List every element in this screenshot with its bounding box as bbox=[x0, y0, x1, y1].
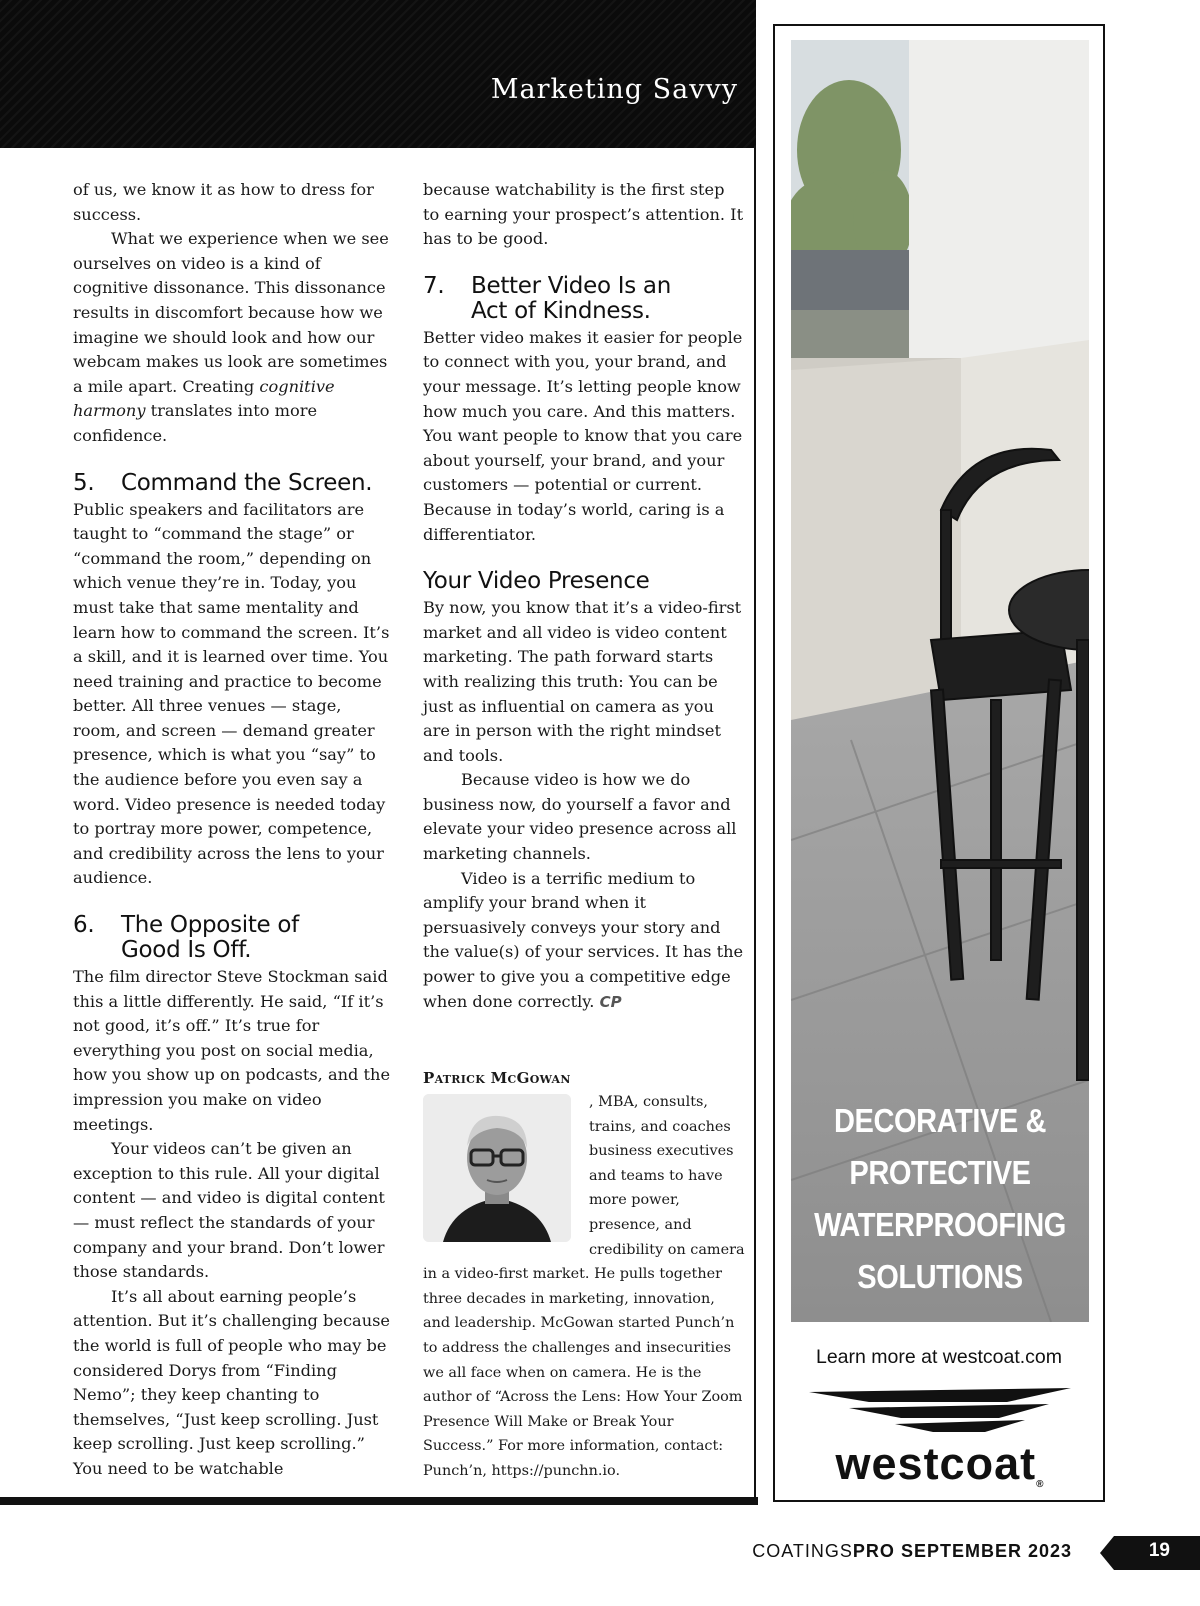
page-number: 19 bbox=[1148, 1540, 1170, 1561]
paragraph-text: What we experience when we see ourselves on video is a kind of cognitive dissonance. This dissonance results in discomfort because how we imagine we should look and how our webcam makes us look are sometimes a mile apart. Creating bbox=[73, 229, 389, 396]
subheading-text: Act of Kindness. bbox=[471, 297, 651, 324]
ad-headline-line: PROTECTIVE bbox=[849, 1154, 1031, 1191]
paragraph: because watchability is the first step to earning your prospect’s attention. It has to be good. bbox=[423, 180, 744, 249]
section-header-band bbox=[0, 0, 756, 148]
subheading-number: 5. bbox=[73, 469, 95, 496]
paragraph bbox=[73, 227, 393, 448]
paragraph-text: Video is a terrific medium to amplify your brand when it persuasively conveys your story and the value(s) of your services. It has the power to give you a competitive edge when done correctly. bbox=[423, 868, 744, 1011]
bottom-rule bbox=[0, 1497, 758, 1505]
subheading-text: Good Is Off. bbox=[121, 937, 252, 964]
bio-text: , MBA, consults, trains, and coaches business executives and teams to have more power, presence, and credibility on camera in a video-first market. He pulls together three decades in marketing, innovation, and leadership. McGowan started Punch’n to address the challenges and insecurities we all face when on camera. He is the author of “Across the Lens: How Your Zoom Presence Will Make or Break Your Success.” For more information, contact: Punch’n, https://punchn.io. bbox=[423, 1094, 745, 1479]
magazine-name-light: COATINGS bbox=[752, 1541, 853, 1561]
ad-headline-line: WATERPROOFING bbox=[814, 1206, 1066, 1243]
paragraph-text: translates into more confidence. bbox=[73, 401, 318, 445]
subheading-7 bbox=[423, 274, 745, 324]
section-title: Marketing Savvy bbox=[490, 74, 738, 105]
article-column-middle bbox=[423, 178, 745, 1014]
author-photo bbox=[423, 1094, 571, 1242]
bio-first-line bbox=[423, 1066, 745, 1090]
end-mark: CP bbox=[599, 992, 622, 1011]
issue-date: SEPTEMBER 2023 bbox=[900, 1541, 1072, 1561]
paragraph: Your videos can’t be given an exception to this rule. All your digital content — and video is digital content — must reflect the standards of your company and your brand. Don’t lower those standards. bbox=[73, 1139, 385, 1282]
subheading-number: 6. bbox=[73, 912, 95, 939]
ad-headline-line: DECORATIVE & bbox=[834, 1102, 1046, 1139]
paragraph: The film director Steve Stockman said this a little differently. He said, “If it’s not good, it’s off.” It’s true for everything you post on social media, how you show up on podcasts, and the impression you make on video meetings. bbox=[73, 967, 391, 1134]
paragraph: Because video is how we do business now, do yourself a favor and elevate your video presence across all marketing channels. bbox=[423, 770, 737, 864]
paragraph: By now, you know that it’s a video-first market and all video is video content marketing. The path forward starts with realizing this truth: You can be just as influential on camera as you are in person with the right mindset and tools. bbox=[423, 598, 742, 765]
logo-text: westcoat bbox=[835, 1438, 1037, 1489]
author-bio bbox=[423, 1066, 745, 1484]
ad-headline-line: SOLUTIONS bbox=[857, 1258, 1023, 1295]
paragraph bbox=[423, 867, 745, 1015]
subheading-number: 7. bbox=[423, 272, 445, 299]
footer-magazine-name bbox=[752, 1541, 1072, 1562]
author-name: Patrick McGowan bbox=[423, 1069, 571, 1087]
magazine-name-bold: PRO bbox=[852, 1541, 895, 1561]
emphasis-text: cognitive harmony bbox=[73, 376, 335, 421]
paragraph: It’s all about earning people’s attention. But it’s challenging because the world is full of people who may be considered Dorys from “Finding Nemo”; they keep chanting to themselves, “Just keep scrolling. Just keep scrolling. Just keep scrolling.” You need to be watchable bbox=[73, 1286, 391, 1478]
westcoat-wordmark bbox=[809, 1438, 1071, 1490]
subheading-video-presence: Your Video Presence bbox=[423, 568, 650, 595]
subheading-text: Better Video Is an bbox=[471, 272, 671, 299]
article-column-left bbox=[73, 178, 393, 1482]
subheading-6 bbox=[73, 913, 393, 963]
paragraph: of us, we know it as how to dress for success. bbox=[73, 180, 374, 224]
westcoat-advertisement bbox=[773, 24, 1105, 1502]
ad-headline bbox=[809, 1095, 1071, 1303]
subheading-text: The Opposite of bbox=[121, 912, 299, 939]
subheading-5 bbox=[73, 471, 393, 496]
westcoat-logo-mark-icon bbox=[809, 1388, 1071, 1440]
column-divider bbox=[754, 148, 756, 1500]
subheading-text: Command the Screen. bbox=[121, 469, 373, 496]
registered-mark: ® bbox=[1036, 1479, 1045, 1490]
westcoat-logo bbox=[809, 1388, 1071, 1490]
paragraph: Better video makes it easier for people to connect with you, your brand, and your message. It’s letting people know how much you care. And this matters. You want people to know that you care about yourself, your brand, and your customers — potential or current. Because in today’s world, caring is a differentiator. bbox=[423, 327, 743, 544]
ad-cta-link[interactable]: Learn more at westcoat.com bbox=[815, 1346, 1063, 1368]
ad-photo-balcony-chair bbox=[791, 40, 1089, 1322]
paragraph: Public speakers and facilitators are taught to “command the stage” or “command the room,” depending on which venue they’re in. Today, you must take that same mentality and learn how to command the screen. It’s a skill, and it is learned over time. You need training and practice to become better. All three venues — stage, room, and screen — demand greater presence, which is what you “say” to the audience before you even say a word. Video presence is needed today to portray more power, competence, and credibility across the lens to your audience. bbox=[73, 499, 390, 888]
